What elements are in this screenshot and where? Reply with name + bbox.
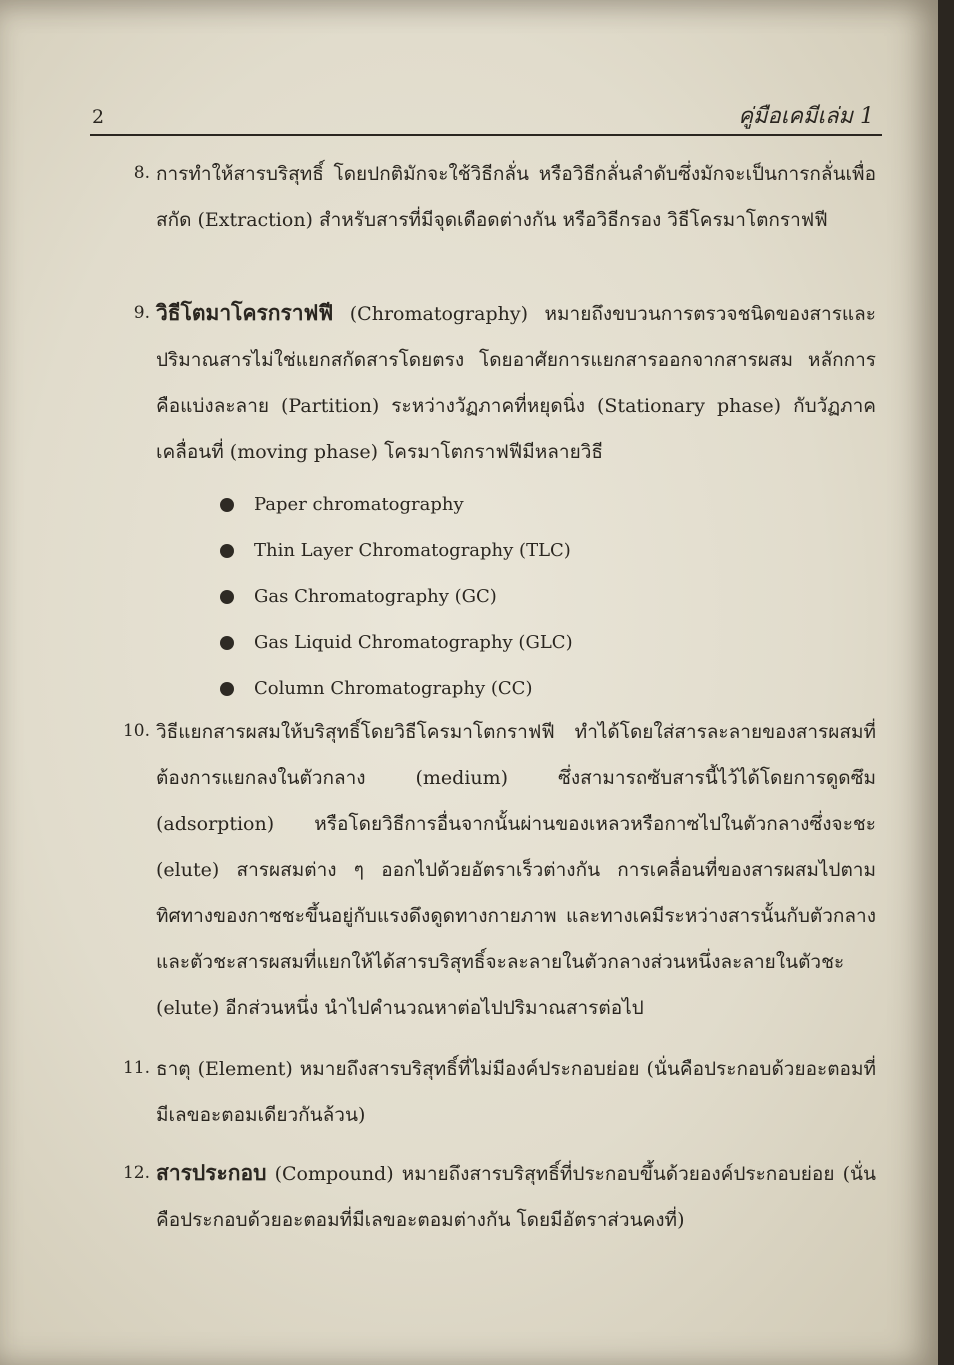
method-label: Paper chromatography (254, 494, 464, 515)
item-text (156, 708, 876, 1031)
list-item (218, 482, 818, 528)
item-text (156, 1045, 876, 1138)
item-text (156, 150, 876, 243)
list-item (218, 574, 818, 620)
method-label: Column Chromatography (CC) (254, 678, 533, 699)
list-item (218, 620, 818, 666)
bullet-icon (220, 682, 234, 696)
page-header (90, 96, 882, 136)
item-body: การทำให้สารบริสุทธิ์ โดยปกติมักจะใช้วิธีกลั่น หรือวิธีกลั่นลำดับซึ่งมักจะเป็นการกลั่นเพื่อสกัด (Extraction) สำหรับสารที่มีจุดเดือดต่างกัน หรือวิธีกรอง วิธีโครมาโตกราฟฟี (156, 163, 876, 231)
bullet-icon (220, 544, 234, 558)
item-number: 10. (122, 721, 150, 741)
item-lead: สารประกอบ (156, 1160, 267, 1185)
item-text (156, 1150, 876, 1243)
list-item (218, 528, 818, 574)
item-body: ธาตุ (Element) หมายถึงสารบริสุทธิ์ที่ไม่มีองค์ประกอบย่อย (นั่นคือประกอบด้วยอะตอมที่มีเลขอะตอมเดียวกันล้วน) (156, 1058, 876, 1126)
item-body: (Chromatography) หมายถึงขบวนการตรวจชนิดของสารและปริมาณสารไม่ใช่แยกสกัดสารโดยตรง โดยอาศัยการแยกสารออกจากสารผสม หลักการคือแบ่งละลาย (Partition) ระหว่างวัฏภาคที่หยุดนิ่ง (Stationary phase) กับวัฏภาคเคลื่อนที่ (moving phase) โครมาโตกราฟฟีมีหลายวิธี (156, 303, 876, 463)
item-text (156, 290, 876, 475)
method-label: Gas Chromatography (GC) (254, 586, 497, 607)
bullet-icon (220, 636, 234, 650)
bullet-icon (220, 590, 234, 604)
running-title: คู่มือเคมีเล่ม 1 (738, 104, 874, 129)
item-lead: วิธีโตมาโครกราฟฟี (156, 300, 334, 325)
method-label: Gas Liquid Chromatography (GLC) (254, 632, 573, 653)
chromatography-method-list (218, 482, 818, 712)
list-item (218, 666, 818, 712)
item-number: 11. (122, 1058, 150, 1078)
item-body: (Compound) หมายถึงสารบริสุทธิ์ที่ประกอบขึ้นด้วยองค์ประกอบย่อย (นั่นคือประกอบด้วยอะตอมที่มีเลขอะตอมต่างกัน โดยมีอัตราส่วนคงที่) (156, 1163, 876, 1231)
item-body: วิธีแยกสารผสมให้บริสุทธิ์โดยวิธีโครมาโตกราฟฟี ทำได้โดยใส่สารละลายของสารผสมที่ต้องการแยกลงในตัวกลาง (medium) ซึ่งสามารถซับสารนี้ไว้ได้โดยการดูดซึม (adsorption) หรือโดยวิธีการอื่นจากนั้นผ่านของเหลวหรือกาซไปในตัวกลางซึ่งจะชะ (elute) สารผสมต่าง ๆ ออกไปด้วยอัตราเร็วต่างกัน การเคลื่อนที่ของสารผสมไปตามทิศทางของกาซชะขึ้นอยู่กับแรงดึงดูดทางกายภาพ และทางเคมีระหว่างสารนั้นกับตัวกลางและตัวชะสารผสมที่แยกให้ได้สารบริสุทธิ์จะละลายในตัวกลางส่วนหนึ่งละลายในตัวชะ (elute) อีกส่วนหนึ่ง นำไปคำนวณหาต่อไปปริมาณสารต่อไป (156, 721, 876, 1019)
item-number: 9. (133, 303, 150, 323)
bullet-icon (220, 498, 234, 512)
method-label: Thin Layer Chromatography (TLC) (254, 540, 571, 561)
item-number: 12. (122, 1163, 150, 1183)
page-number: 2 (92, 106, 105, 128)
item-number: 8. (133, 163, 150, 183)
